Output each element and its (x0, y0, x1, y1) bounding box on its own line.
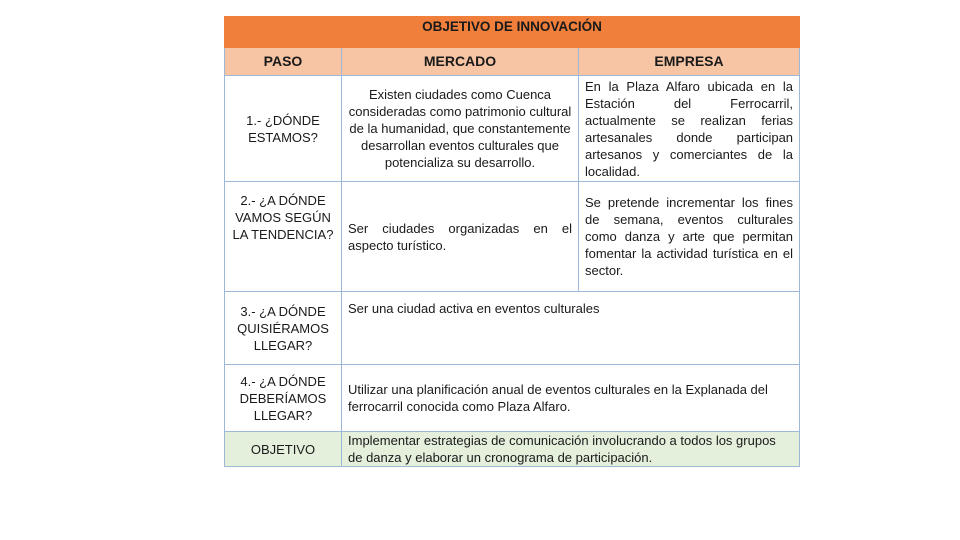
row-4-combined: Utilizar una planificación anual de eventos culturales en la Explanada del ferrocarril conocida como Plaza Alfaro. (342, 365, 800, 432)
table-row (225, 292, 800, 365)
row-1-empresa: En la Plaza Alfaro ubicada en la Estación del Ferrocarril, actualmente se realizan ferias artesanales donde participan artesanos y comerciantes de la localidad. (579, 76, 800, 182)
row-5-combined: Implementar estrategias de comunicación involucrando a todos los grupos de danza y elaborar un cronograma de participación. (342, 432, 800, 467)
row-5-paso: OBJETIVO (225, 432, 342, 467)
row-3-paso: 3.- ¿A DÓNDE QUISIÉRAMOS LLEGAR? (225, 292, 342, 365)
row-1-paso: 1.- ¿DÓNDE ESTAMOS? (225, 76, 342, 182)
row-4-paso: 4.- ¿A DÓNDE DEBERÍAMOS LLEGAR? (225, 365, 342, 432)
table-row-objective (225, 432, 800, 467)
table-row (225, 76, 800, 182)
table-row (225, 365, 800, 432)
header-empresa: EMPRESA (579, 48, 800, 76)
row-1-mercado: Existen ciudades como Cuenca consideradas como patrimonio cultural de la humanidad, que constantemente desarrollan eventos culturales que potencializa su desarrollo. (342, 76, 579, 182)
header-paso: PASO (225, 48, 342, 76)
row-2-empresa: Se pretende incrementar los fines de semana, eventos culturales como danza y arte que permitan fomentar la actividad turística en el sector. (579, 182, 800, 292)
header-mercado: MERCADO (342, 48, 579, 76)
table-title: OBJETIVO DE INNOVACIÓN (225, 17, 800, 48)
row-2-mercado: Ser ciudades organizadas en el aspecto turístico. (342, 182, 579, 292)
table-title-row (225, 17, 800, 48)
innovation-objective-table (224, 16, 800, 467)
row-2-paso: 2.- ¿A DÓNDE VAMOS SEGÚN LA TENDENCIA? (225, 182, 342, 292)
table-row (225, 182, 800, 292)
row-3-combined: Ser una ciudad activa en eventos culturales (342, 292, 800, 365)
document-image (224, 16, 799, 465)
table-header-row (225, 48, 800, 76)
